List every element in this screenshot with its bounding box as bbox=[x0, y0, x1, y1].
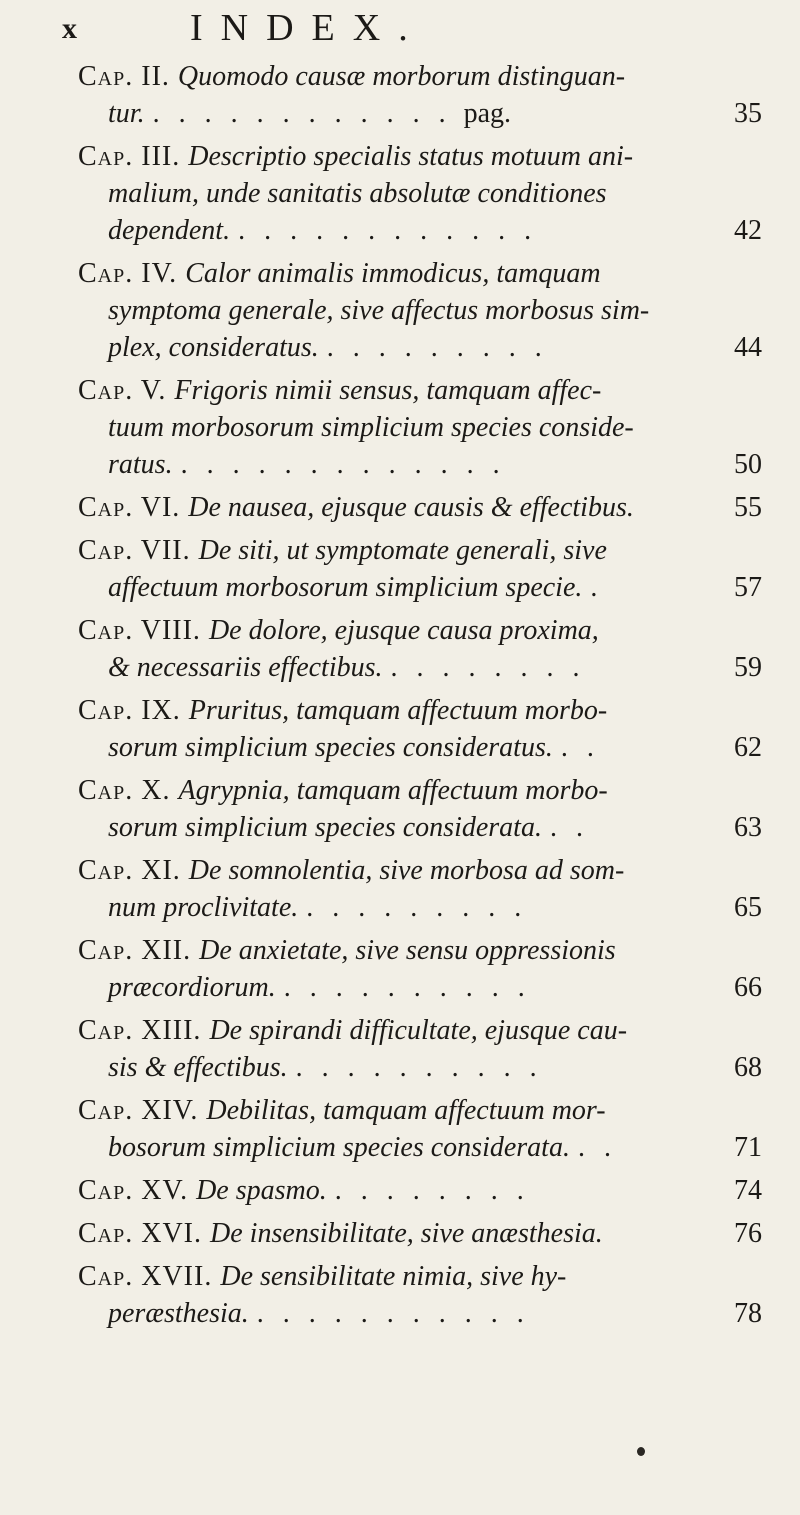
entry-line bbox=[78, 969, 778, 1006]
entry-line bbox=[78, 255, 778, 292]
entry-line bbox=[78, 692, 778, 729]
entry-line bbox=[78, 175, 778, 212]
chapter-title: Calor animalis immodicus, tamquam bbox=[185, 258, 601, 289]
index-entry bbox=[78, 612, 778, 686]
index-entry bbox=[78, 255, 778, 366]
leader-dots: . . . . . . . . . . . . bbox=[152, 98, 452, 129]
page-reference: 76 bbox=[734, 1218, 762, 1249]
chapter-title: Debilitas, tamquam affectuum mor- bbox=[206, 1095, 606, 1126]
entry-line bbox=[78, 612, 778, 649]
chapter-title: & necessariis effectibus. bbox=[108, 652, 383, 683]
page-reference: 78 bbox=[734, 1298, 762, 1329]
chapter-title: De insensibilitate, sive anæsthesia. bbox=[210, 1218, 603, 1249]
chapter-title: De spasmo. bbox=[196, 1175, 327, 1206]
chapter-title: Descriptio specialis status motuum ani- bbox=[188, 141, 634, 172]
entry-line bbox=[78, 95, 778, 132]
leader-dots: . bbox=[590, 572, 604, 603]
chapter-title: De sensibilitate nimia, sive hy- bbox=[220, 1261, 567, 1292]
chapter-title: sorum simplicium species considerata. bbox=[108, 812, 542, 843]
entry-line bbox=[78, 772, 778, 809]
page-reference: 65 bbox=[734, 892, 762, 923]
chapter-number: Cap. XIV. bbox=[78, 1095, 199, 1126]
page-reference: 57 bbox=[734, 572, 762, 603]
chapter-title: sis & effectibus. bbox=[108, 1052, 288, 1083]
chapter-title: plex, consideratus. bbox=[108, 332, 319, 363]
chapter-title: De anxietate, sive sensu oppressionis bbox=[199, 935, 616, 966]
entry-line bbox=[78, 212, 778, 249]
entry-line bbox=[78, 532, 778, 569]
page-reference: 42 bbox=[734, 215, 762, 246]
leader-dots: . . . . . . . . . bbox=[306, 892, 528, 923]
chapter-number: Cap. III. bbox=[78, 141, 181, 172]
printer-mark-dot bbox=[637, 1447, 645, 1456]
chapter-title: malium, unde sanitatis absolutæ conditiones bbox=[108, 178, 607, 209]
entry-line bbox=[78, 372, 778, 409]
chapter-title: sorum simplicium species consideratus. bbox=[108, 732, 553, 763]
chapter-title: dependent. bbox=[108, 215, 231, 246]
leader-dots: . . bbox=[549, 812, 589, 843]
page-header bbox=[0, 6, 800, 48]
chapter-title: symptoma generale, sive affectus morbosus sim- bbox=[108, 295, 650, 326]
chapter-number: Cap. IX. bbox=[78, 695, 181, 726]
page-reference: 68 bbox=[734, 1052, 762, 1083]
entry-line bbox=[78, 932, 778, 969]
page-reference: 50 bbox=[734, 449, 762, 480]
chapter-number: Cap. XI. bbox=[78, 855, 181, 886]
index-entry bbox=[78, 138, 778, 249]
entry-line bbox=[78, 1258, 778, 1295]
entry-line bbox=[78, 569, 778, 606]
page-reference: 71 bbox=[734, 1132, 762, 1163]
chapter-title: De spirandi difficultate, ejusque cau- bbox=[209, 1015, 628, 1046]
entry-line bbox=[78, 446, 778, 483]
chapter-title: bosorum simplicium species considerata. bbox=[108, 1132, 570, 1163]
chapter-title: ratus. bbox=[108, 449, 173, 480]
chapter-title: De dolore, ejusque causa proxima, bbox=[208, 615, 599, 646]
index-entry bbox=[78, 372, 778, 483]
leader-dots: . . bbox=[560, 732, 600, 763]
index-entry bbox=[78, 1215, 778, 1252]
entry-line bbox=[78, 889, 778, 926]
chapter-title: affectuum morbosorum simplicium specie. bbox=[108, 572, 583, 603]
leader-dots: . . . . . . . . . . . . bbox=[238, 215, 538, 246]
entry-line bbox=[78, 58, 778, 95]
entry-line bbox=[78, 1295, 778, 1332]
chapter-number: Cap. V. bbox=[78, 375, 167, 406]
entry-line bbox=[78, 1129, 778, 1166]
index-entry bbox=[78, 772, 778, 846]
page-number: x bbox=[62, 12, 77, 45]
index-entries bbox=[78, 58, 778, 1338]
page-reference: 74 bbox=[734, 1175, 762, 1206]
leader-dots: . . . . . . . . . bbox=[326, 332, 548, 363]
entry-line bbox=[78, 729, 778, 766]
index-entry bbox=[78, 692, 778, 766]
entry-line bbox=[78, 329, 778, 366]
running-head: INDEX. bbox=[190, 7, 426, 49]
chapter-title: peræsthesia. bbox=[108, 1298, 249, 1329]
leader-dots: . . . . . . . . . . bbox=[295, 1052, 543, 1083]
index-entry bbox=[78, 1258, 778, 1332]
chapter-title: præcordiorum. bbox=[108, 972, 276, 1003]
entry-line bbox=[78, 1012, 778, 1049]
index-entry bbox=[78, 932, 778, 1006]
leader-dots: . . . . . . . . bbox=[334, 1175, 530, 1206]
index-entry bbox=[78, 852, 778, 926]
chapter-title: De nausea, ejusque causis & effectibus. bbox=[188, 492, 634, 523]
index-entry bbox=[78, 532, 778, 606]
leader-dots: . . . . . . . . . . . bbox=[256, 1298, 530, 1329]
page-reference: 63 bbox=[734, 812, 762, 843]
chapter-title: Pruritus, tamquam affectuum morbo- bbox=[188, 695, 608, 726]
chapter-title: Frigoris nimii sensus, tamquam affec- bbox=[174, 375, 602, 406]
entry-line bbox=[78, 138, 778, 175]
page-reference: 44 bbox=[734, 332, 762, 363]
chapter-number: Cap. VIII. bbox=[78, 615, 201, 646]
entry-line bbox=[78, 1172, 778, 1209]
leader-dots: . . . . . . . . bbox=[390, 652, 586, 683]
chapter-number: Cap. II. bbox=[78, 61, 170, 92]
index-entry bbox=[78, 1012, 778, 1086]
chapter-number: Cap. XVII. bbox=[78, 1261, 213, 1292]
page-reference: 59 bbox=[734, 652, 762, 683]
leader-dots: . . bbox=[577, 1132, 617, 1163]
chapter-number: Cap. XIII. bbox=[78, 1015, 202, 1046]
page-reference: 35 bbox=[734, 98, 762, 129]
chapter-number: Cap. VII. bbox=[78, 535, 191, 566]
chapter-title: De siti, ut symptomate generali, sive bbox=[198, 535, 607, 566]
entry-line bbox=[78, 852, 778, 889]
entry-line bbox=[78, 649, 778, 686]
chapter-number: Cap. VI. bbox=[78, 492, 181, 523]
index-entry bbox=[78, 1172, 778, 1209]
page-reference: 66 bbox=[734, 972, 762, 1003]
entry-line bbox=[78, 809, 778, 846]
index-entry bbox=[78, 58, 778, 132]
chapter-title: Quomodo causæ morborum distinguan- bbox=[177, 61, 626, 92]
index-entry bbox=[78, 1092, 778, 1166]
page-reference: 62 bbox=[734, 732, 762, 763]
entry-line bbox=[78, 1215, 778, 1252]
leader-dots: . . . . . . . . . . . . . bbox=[180, 449, 506, 480]
chapter-number: Cap. IV. bbox=[78, 258, 178, 289]
entry-line bbox=[78, 489, 778, 526]
entry-line bbox=[78, 409, 778, 446]
chapter-title: tuum morbosorum simplicium species conside- bbox=[108, 412, 634, 443]
leader-dots: . . . . . . . . . . bbox=[283, 972, 531, 1003]
pag-label: pag. bbox=[463, 98, 512, 129]
chapter-title: De somnolentia, sive morbosa ad som- bbox=[188, 855, 625, 886]
entry-line bbox=[78, 292, 778, 329]
entry-line bbox=[78, 1092, 778, 1129]
chapter-number: Cap. XVI. bbox=[78, 1218, 203, 1249]
chapter-title: num proclivitate. bbox=[108, 892, 299, 923]
chapter-title: tur. bbox=[108, 98, 145, 129]
chapter-number: Cap. XII. bbox=[78, 935, 192, 966]
chapter-number: Cap. XV. bbox=[78, 1175, 189, 1206]
chapter-title: Agrypnia, tamquam affectuum morbo- bbox=[178, 775, 608, 806]
entry-line bbox=[78, 1049, 778, 1086]
page-reference: 55 bbox=[734, 492, 762, 523]
chapter-number: Cap. X. bbox=[78, 775, 171, 806]
index-entry bbox=[78, 489, 778, 526]
